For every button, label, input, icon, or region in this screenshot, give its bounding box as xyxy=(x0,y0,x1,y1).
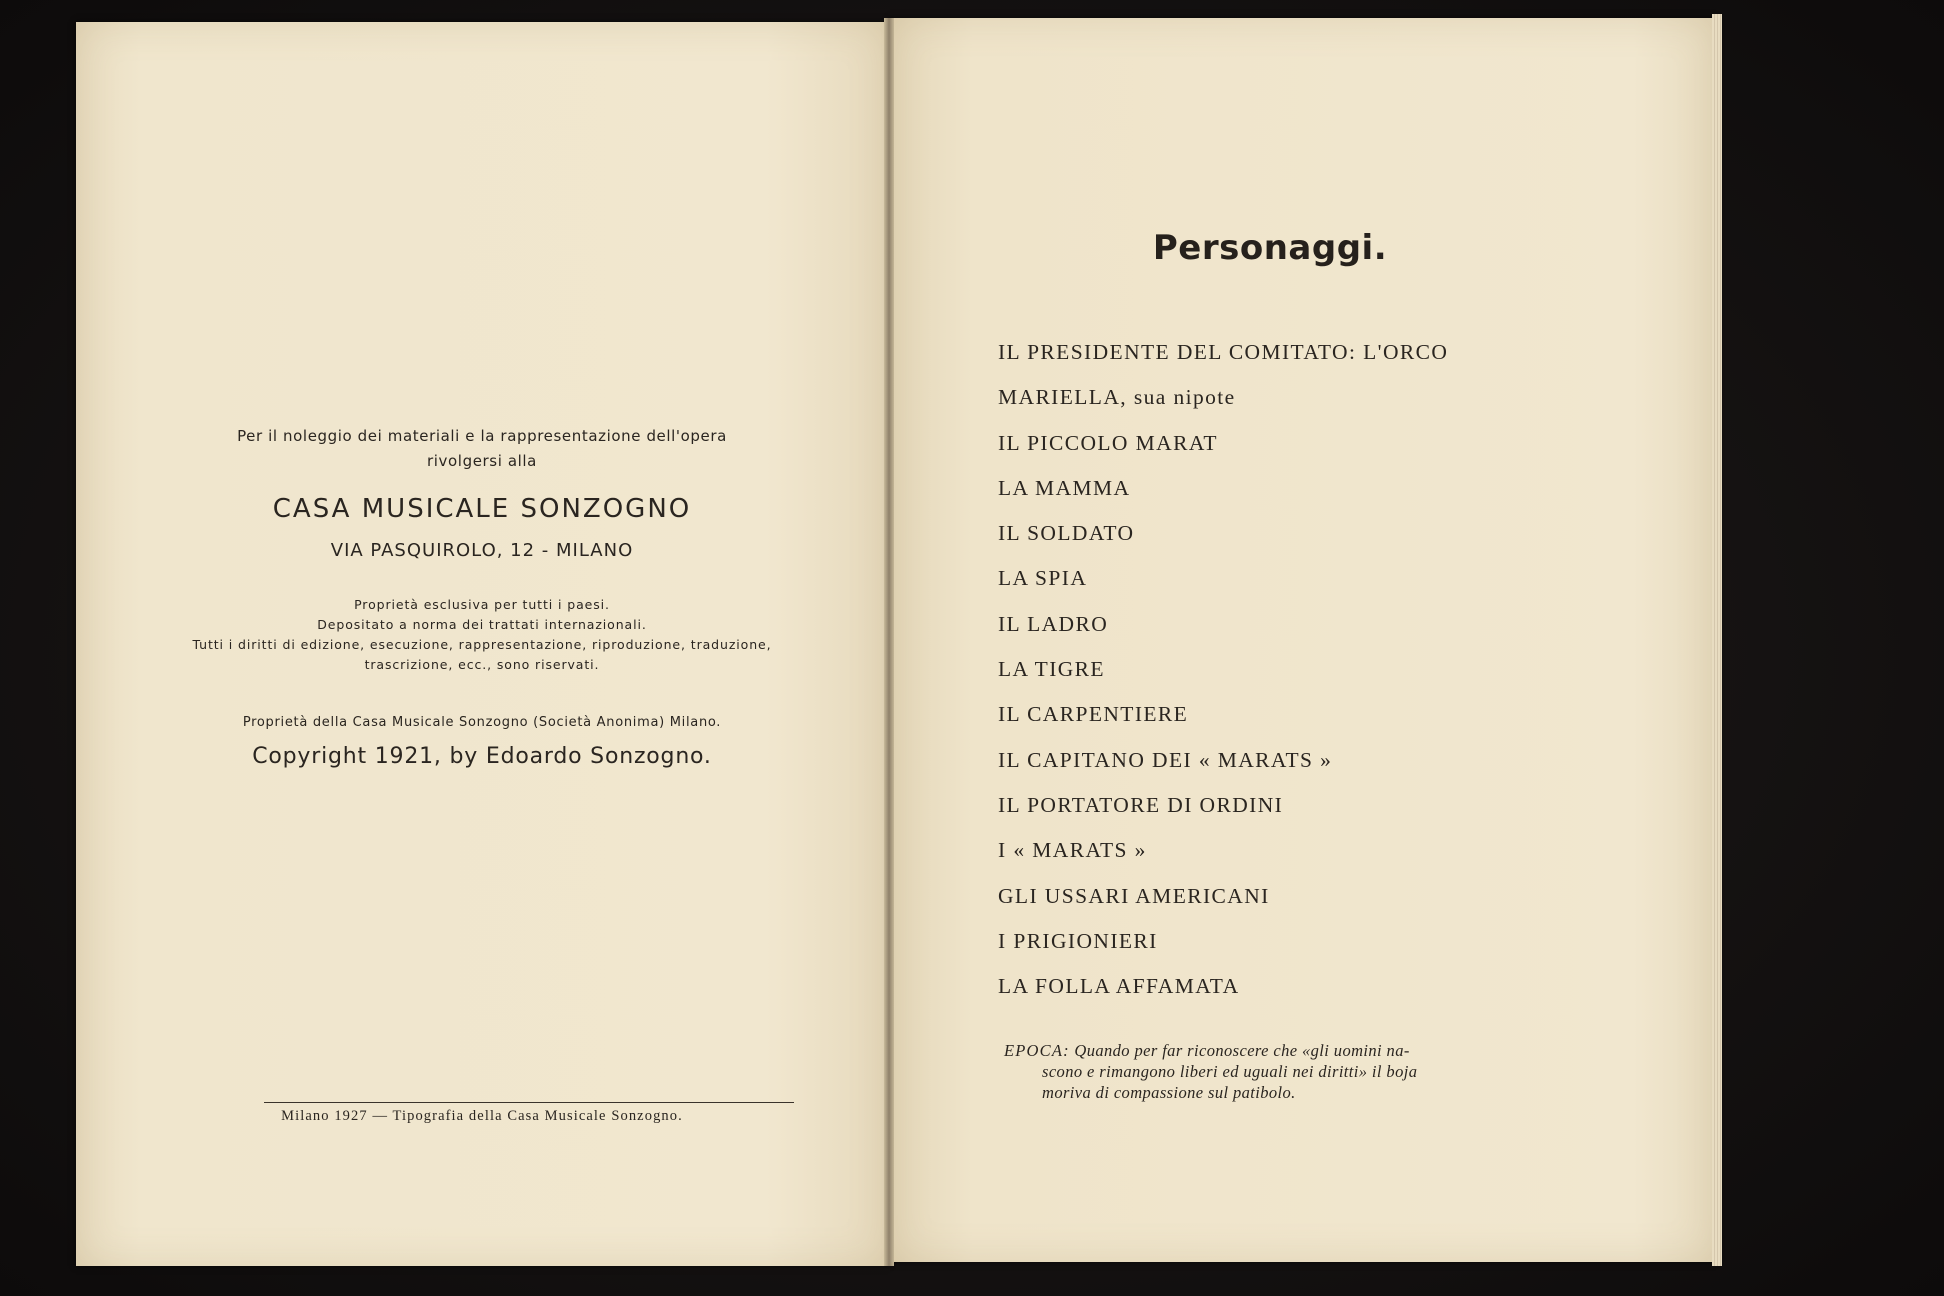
copyright-line: Copyright 1921, by Edoardo Sonzogno. xyxy=(252,744,712,769)
character-list xyxy=(998,340,1448,1019)
character-item: I « MARATS » xyxy=(998,838,1147,863)
character-item: MARIELLA, sua nipote xyxy=(998,385,1236,410)
rights-line: Tutti i diritti di edizione, esecuzione, rappresentazione, riproduzione, traduzione, xyxy=(192,637,772,652)
character-item: LA FOLLA AFFAMATA xyxy=(998,974,1240,999)
publisher-name: CASA MUSICALE SONZOGNO xyxy=(272,494,692,524)
character-item: LA TIGRE xyxy=(998,657,1105,682)
character-item: IL PORTATORE DI ORDINI xyxy=(998,792,1284,817)
rights-line: trascrizione, ecc., sono riservati. xyxy=(364,657,600,672)
colophon: Milano 1927 — Tipografia della Casa Musicale Sonzogno. xyxy=(281,1108,683,1124)
epoch-text-line: Quando per far riconoscere che «gli uomini na- xyxy=(1074,1041,1410,1060)
epoch-text-line: scono e rimangono liberi ed uguali nei diritti» il boja xyxy=(1042,1062,1418,1081)
ownership-statement: Proprietà della Casa Musicale Sonzogno (Società Anonima) Milano. xyxy=(242,715,722,730)
rights-line: Proprietà esclusiva per tutti i paesi. xyxy=(354,597,610,612)
colophon-rule xyxy=(264,1102,794,1103)
character-item: IL CAPITANO DEI « MARATS » xyxy=(998,747,1333,772)
character-item: IL CARPENTIERE xyxy=(998,702,1189,727)
rights-notice xyxy=(76,595,888,675)
publisher-address: VIA PASQUIROLO, 12 - MILANO xyxy=(330,540,634,561)
character-item: IL LADRO xyxy=(998,611,1109,636)
rights-line: Depositato a norma dei trattati internazionali. xyxy=(317,617,647,632)
character-item: IL PICCOLO MARAT xyxy=(998,430,1218,455)
character-item: LA SPIA xyxy=(998,566,1088,591)
character-item: I PRIGIONIERI xyxy=(998,928,1158,953)
character-item: GLI USSARI AMERICANI xyxy=(998,883,1270,908)
epoch-text-line: moriva di compassione sul patibolo. xyxy=(1042,1083,1296,1102)
character-item: LA MAMMA xyxy=(998,475,1131,500)
character-item: IL SOLDATO xyxy=(998,521,1135,546)
character-item: IL PRESIDENTE DEL COMITATO: L'ORCO xyxy=(998,340,1449,364)
page-edges xyxy=(1712,14,1722,1266)
rental-notice xyxy=(76,424,888,474)
page-title: Personaggi. xyxy=(1152,228,1388,268)
epoch-label: EPOCA: xyxy=(1004,1041,1070,1060)
epoch-note xyxy=(1004,1040,1544,1103)
notice-line: rivolgersi alla xyxy=(427,452,537,470)
notice-line: Per il noleggio dei materiali e la rappresentazione dell'opera xyxy=(237,427,727,445)
